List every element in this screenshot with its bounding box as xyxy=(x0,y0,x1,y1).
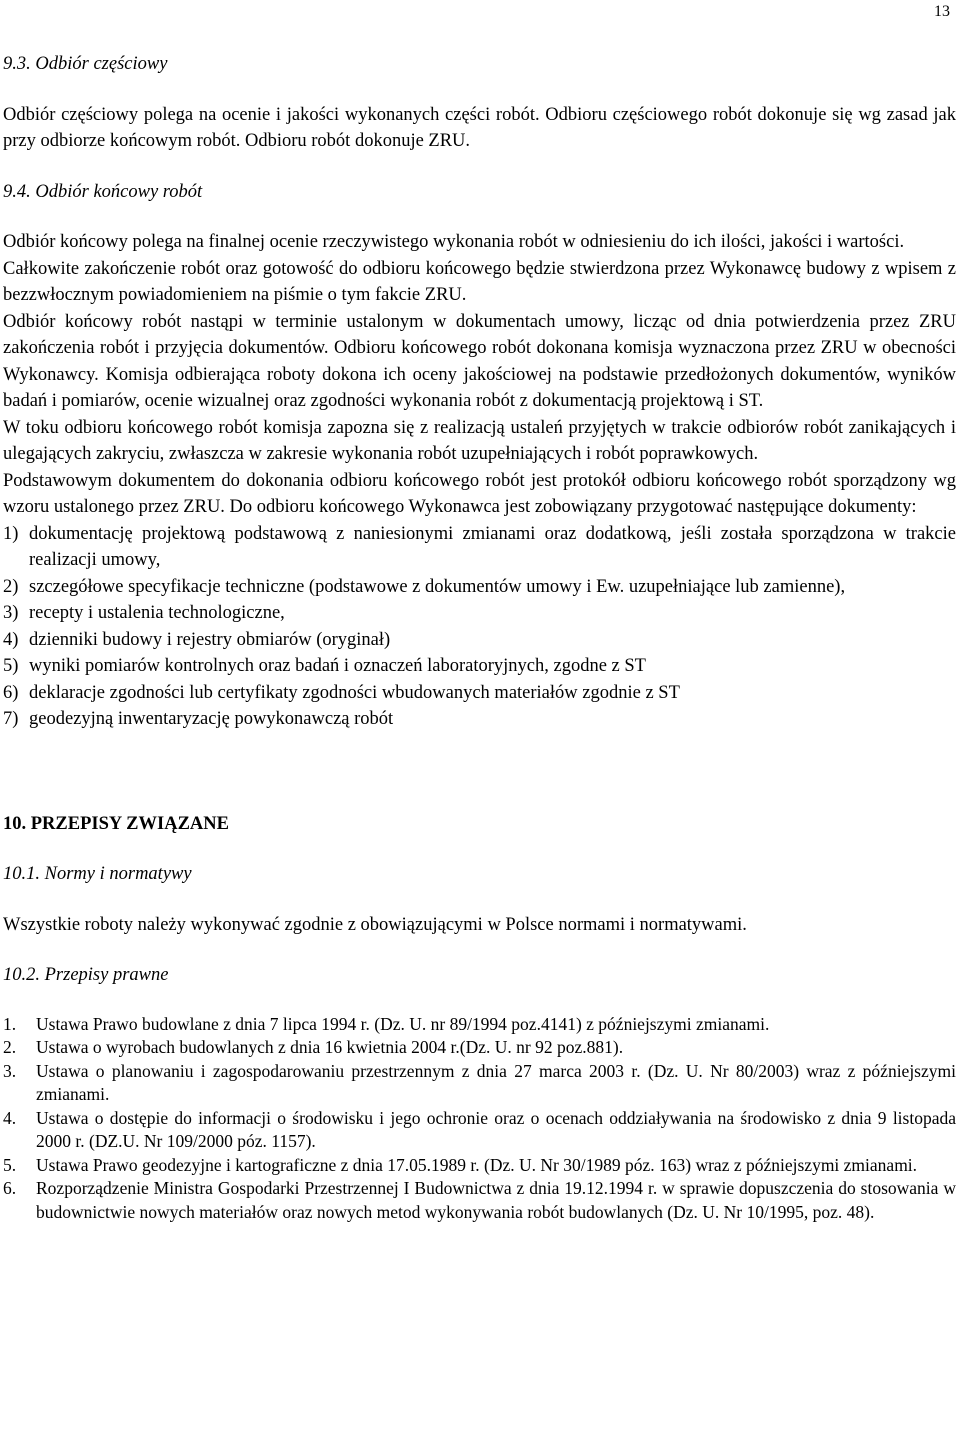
list-item xyxy=(3,1013,956,1037)
page-content xyxy=(3,51,956,1224)
list-item xyxy=(3,680,956,707)
list-item xyxy=(3,627,956,654)
list-item-text: szczegółowe specyfikacje techniczne (podstawowe z dokumentów umowy i Ew. uzupełniające lub zamienne), xyxy=(29,576,846,597)
list-item-text: dzienniki budowy i rejestry obmiarów (oryginał) xyxy=(29,629,391,650)
list-item-number: 3. xyxy=(3,1060,17,1081)
list-item-number: 4) xyxy=(3,629,19,650)
list-item xyxy=(3,1154,956,1178)
section-10-2-heading: 10.2. Przepisy prawne xyxy=(3,965,169,985)
section-9-4-paragraph: Podstawowym dokumentem do dokonania odbioru końcowego robót jest protokół odbioru końcowego robót sporządzony wg wzoru ustalonego przez ZRU. Do odbioru końcowego Wykonawca jest zobowiązany przygotować następujące dokumenty: xyxy=(3,470,956,517)
list-item xyxy=(3,1036,956,1060)
list-item-text: geodezyjną inwentaryzację powykonawczą robót xyxy=(29,709,394,729)
list-item-number: 6) xyxy=(3,682,19,703)
list-item-number: 6. xyxy=(3,1178,17,1198)
section-9-4-paragraph: Odbiór końcowy polega na finalnej ocenie rzeczywistego wykonania robót w odniesieniu do ich ilości, jakości i wartości. xyxy=(3,232,905,252)
list-item-number: 7) xyxy=(3,709,19,729)
list-item-text: Ustawa Prawo geodezyjne i kartograficzne z dnia 17.05.1989 r. (Dz. U. Nr 30/1989 póz. 163) wraz z późniejszymi zmianami. xyxy=(36,1154,918,1175)
list-item-number: 1) xyxy=(3,523,19,544)
section-9-4-paragraph: Odbiór końcowy robót nastąpi w terminie ustalonym w dokumentach umowy, licząc od dnia potwierdzenia przez ZRU zakończenia robót i przyjęcia dokumentów. Odbioru końcowego robót dokonana komisja wyznaczona przez ZRU w obecności Wykonawcy. Komisja odbierająca roboty dokona ich oceny jakościowej na podstawie przedłożonych dokumentów, wyników badań i pomiarów, ocenie wizualnej oraz zgodności wykonania robót z dokumentacją projektową i ST. xyxy=(3,311,956,411)
list-item-number: 4. xyxy=(3,1107,17,1128)
list-item-number: 5. xyxy=(3,1154,17,1175)
list-item-number: 1. xyxy=(3,1013,17,1034)
list-item-text: Ustawa o dostępie do informacji o środowisku i jego ochronie oraz o ocenach oddziaływania na środowisko z dnia 9 listopada 2000 r. (DZ.U. Nr 109/2000 póz. 1157). xyxy=(36,1107,956,1151)
section-9-4-heading: 9.4. Odbiór końcowy robót xyxy=(3,181,203,202)
list-item xyxy=(3,574,956,601)
list-item-text: Ustawa o wyrobach budowlanych z dnia 16 kwietnia 2004 r.(Dz. U. nr 92 poz.881). xyxy=(36,1037,624,1057)
list-item xyxy=(3,1107,956,1154)
list-item xyxy=(3,1060,956,1107)
required-documents-list xyxy=(3,521,956,733)
list-item-text: deklaracje zgodności lub certyfikaty zgodności wbudowanych materiałów zgodnie z ST xyxy=(29,682,680,703)
section-9-4-paragraph: W toku odbioru końcowego robót komisja zapozna się z realizacją ustaleń przyjętych w trakcie odbiorów robót zanikających i ulegających zakryciu, zwłaszcza w zakresie wykonania robót uzupełniających i robót poprawkowych. xyxy=(3,417,956,464)
section-9-3-heading: 9.3. Odbiór częściowy xyxy=(3,54,168,74)
list-item-text: Ustawa o planowaniu i zagospodarowaniu przestrzennym z dnia 27 marca 2003 r. (Dz. U. Nr 80/2003) wraz z późniejszymi zmianami. xyxy=(36,1060,956,1104)
list-item xyxy=(3,1177,956,1224)
list-item-number: 2. xyxy=(3,1037,17,1057)
section-9-4-paragraph: Całkowite zakończenie robót oraz gotowość do odbioru końcowego będzie stwierdzona przez Wykonawcę budowy z wpisem z bezzwłocznym powiadomieniem na piśmie o tym fakcie ZRU. xyxy=(3,258,956,305)
list-item-text: recepty i ustalenia technologiczne, xyxy=(29,603,285,623)
list-item xyxy=(3,653,956,680)
list-item-number: 5) xyxy=(3,656,19,676)
page-number: 13 xyxy=(934,3,950,20)
list-item xyxy=(3,600,956,627)
list-item-text: wyniki pomiarów kontrolnych oraz badań i oznaczeń laboratoryjnych, zgodne z ST xyxy=(29,656,646,676)
regulations-list xyxy=(3,1013,956,1225)
section-10-heading: 10. PRZEPISY ZWIĄZANE xyxy=(3,813,229,834)
list-item-number: 3) xyxy=(3,603,19,623)
section-10-1-heading: 10.1. Normy i normatywy xyxy=(3,864,192,884)
list-item-text: Rozporządzenie Ministra Gospodarki Przestrzennej I Budownictwa z dnia 19.12.1994 r. w sprawie dopuszczenia do stosowania w budownictwie nowych materiałów oraz nowych metod wykonywania robót budowlanych (Dz. U. Nr 10/1995, poz. 48). xyxy=(36,1178,956,1222)
list-item-text: Ustawa Prawo budowlane z dnia 7 lipca 1994 r. (Dz. U. nr 89/1994 poz.4141) z późniejszymi zmianami. xyxy=(36,1013,770,1034)
section-9-3-paragraph: Odbiór częściowy polega na ocenie i jakości wykonanych części robót. Odbioru częściowego robót dokonuje się wg zasad jak przy odbiorze końcowym robót. Odbioru robót dokonuje ZRU. xyxy=(3,104,956,151)
list-item xyxy=(3,706,956,733)
section-10-1-paragraph: Wszystkie roboty należy wykonywać zgodnie z obowiązującymi w Polsce normami i normatywami. xyxy=(3,914,747,935)
list-item-number: 2) xyxy=(3,576,19,597)
list-item xyxy=(3,521,956,574)
list-item-text: dokumentację projektową podstawową z naniesionymi zmianami oraz dodatkową, jeśli została sporządzona w trakcie realizacji umowy, xyxy=(29,523,956,570)
